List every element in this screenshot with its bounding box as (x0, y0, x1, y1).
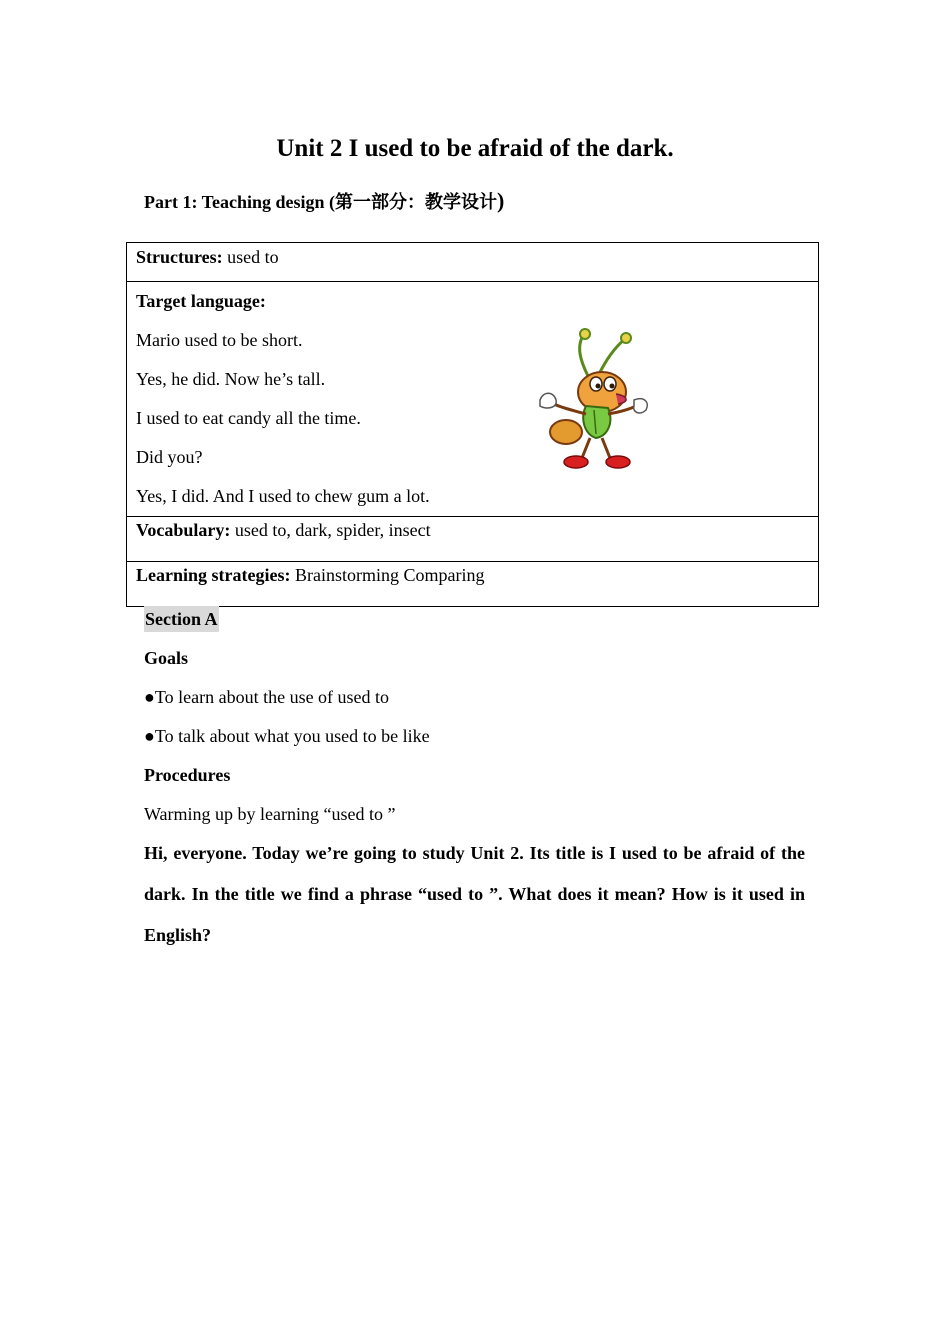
goal-text: To learn about the use of used to (154, 687, 390, 707)
document-title: Unit 2 I used to be afraid of the dark. (276, 135, 674, 162)
table-row-vocabulary (127, 517, 819, 562)
goal-item (144, 723, 430, 749)
procedures-heading: Procedures (144, 765, 231, 785)
target-language-label: Target language: (136, 291, 266, 311)
part-heading (144, 188, 504, 215)
target-line: Did you? (136, 447, 203, 467)
target-line: Mario used to be short. (136, 330, 303, 350)
learning-strategies-value: Brainstorming Comparing (290, 565, 485, 585)
intro-paragraph: Hi, everyone. Today we’re going to study Unit 2. Its title is I used to be afraid of the dark. In the title we find a phrase “used to ”. What does it mean? How is it used in English? (144, 843, 805, 945)
target-line: Yes, I did. And I used to chew gum a lot. (136, 486, 430, 506)
table-row-learning-strategies (127, 562, 819, 607)
learning-strategies-label: Learning strategies: (136, 565, 291, 585)
part-heading-paren: ) (497, 188, 505, 213)
vocabulary-cell (127, 517, 819, 562)
bullet-icon: ● (144, 687, 155, 707)
target-line: Yes, he did. Now he’s tall. (136, 369, 326, 389)
structures-cell (127, 243, 819, 282)
vocabulary-label: Vocabulary: (136, 520, 231, 540)
part-heading-text: Part 1: Teaching design (第一部分：教学设计 (144, 192, 498, 212)
structures-value: used to (222, 247, 279, 267)
table-row-target-language (127, 282, 819, 517)
warming-up-text: Warming up by learning “used to ” (144, 804, 396, 824)
table-row-structures (127, 243, 819, 282)
learning-strategies-cell (127, 562, 819, 607)
target-language-cell (127, 282, 819, 517)
structures-label: Structures: (136, 247, 223, 267)
goal-item (144, 684, 389, 710)
cartoon-ant-icon (536, 326, 652, 476)
target-line: I used to eat candy all the time. (136, 408, 361, 428)
bullet-icon: ● (144, 726, 155, 746)
teaching-design-table (126, 242, 819, 607)
vocabulary-value: used to, dark, spider, insect (230, 520, 431, 540)
section-heading: Section A (144, 606, 219, 632)
goal-text: To talk about what you used to be like (154, 726, 430, 746)
goals-heading: Goals (144, 648, 189, 668)
